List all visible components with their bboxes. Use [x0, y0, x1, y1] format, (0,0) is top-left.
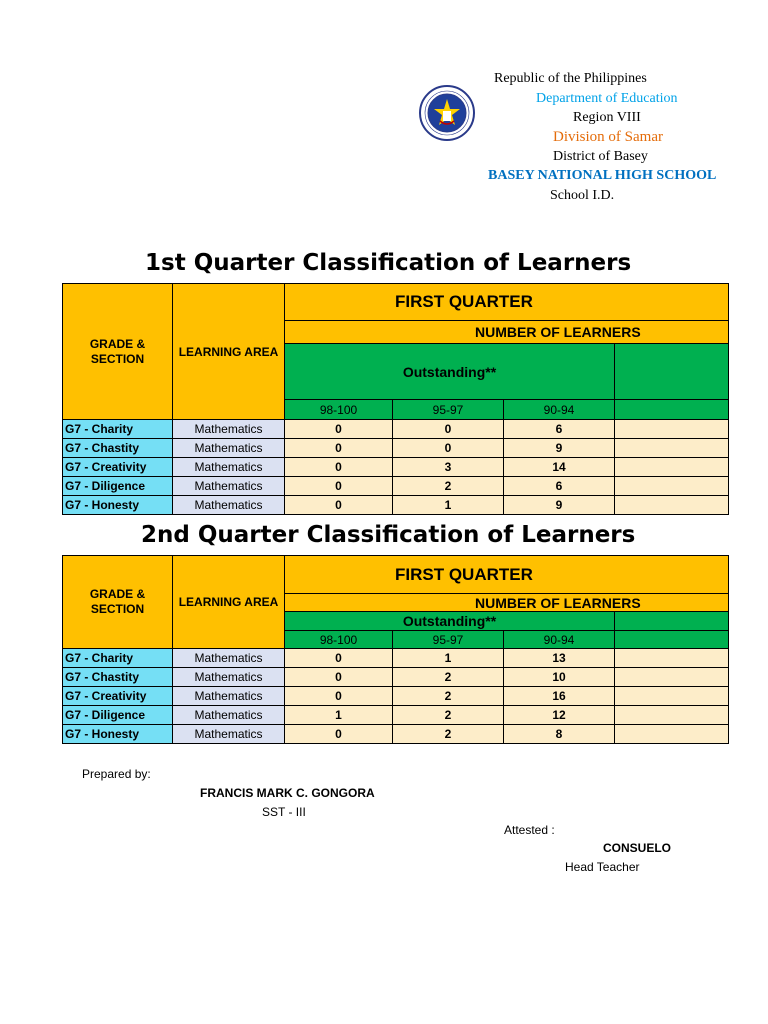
- count-cell: 9: [504, 439, 615, 458]
- learning-area-cell: Mathematics: [173, 439, 285, 458]
- count-cell: 0: [285, 687, 393, 706]
- section2-col-area: LEARNING AREA: [173, 556, 285, 649]
- school-id-line: School I.D.: [550, 188, 615, 203]
- section2-table-wrapper: [62, 555, 641, 744]
- count-cell-next: [615, 439, 729, 458]
- count-cell: 12: [504, 706, 615, 725]
- section1-category: Outstanding**: [285, 344, 615, 400]
- table-row: [63, 420, 729, 439]
- count-cell-next: [615, 725, 729, 744]
- count-cell: 0: [285, 458, 393, 477]
- section2-table: [62, 555, 729, 744]
- learning-area-cell: Mathematics: [173, 649, 285, 668]
- learning-area-cell: Mathematics: [173, 687, 285, 706]
- count-cell: 2: [393, 687, 504, 706]
- section-cell: G7 - Creativity: [63, 458, 173, 477]
- table-row: [63, 477, 729, 496]
- section2-subheader: NUMBER OF LEARNERS: [285, 594, 729, 612]
- count-cell: 2: [393, 477, 504, 496]
- table-row: [63, 649, 729, 668]
- section2-category-next: [615, 612, 729, 631]
- count-cell: 0: [393, 439, 504, 458]
- section-cell: G7 - Chastity: [63, 439, 173, 458]
- learning-area-cell: Mathematics: [173, 706, 285, 725]
- section2-title: 2nd Quarter Classification of Learners: [141, 522, 636, 548]
- section1-table: [62, 283, 729, 515]
- count-cell-next: [615, 668, 729, 687]
- section2-range-1: 98-100: [285, 631, 393, 649]
- section-cell: G7 - Honesty: [63, 496, 173, 515]
- count-cell: 0: [285, 496, 393, 515]
- section2-col-grade: GRADE & SECTION: [63, 556, 173, 649]
- division-line: Division of Samar: [553, 129, 663, 145]
- count-cell: 1: [285, 706, 393, 725]
- preparer-title: SST - III: [262, 805, 306, 819]
- section1-range-2: 95-97: [393, 400, 504, 420]
- section1-col-grade: GRADE & SECTION: [63, 284, 173, 420]
- count-cell-next: [615, 706, 729, 725]
- section1-title: 1st Quarter Classification of Learners: [145, 250, 632, 276]
- count-cell-next: [615, 420, 729, 439]
- count-cell: 13: [504, 649, 615, 668]
- preparer-name: FRANCIS MARK C. GONGORA: [200, 786, 375, 800]
- learning-area-cell: Mathematics: [173, 420, 285, 439]
- count-cell: 1: [393, 496, 504, 515]
- section1-range-1: 98-100: [285, 400, 393, 420]
- count-cell: 16: [504, 687, 615, 706]
- section2-banner: FIRST QUARTER: [285, 556, 729, 594]
- section-cell: G7 - Creativity: [63, 687, 173, 706]
- section-cell: G7 - Diligence: [63, 706, 173, 725]
- count-cell: 1: [393, 649, 504, 668]
- count-cell: 0: [285, 439, 393, 458]
- count-cell-next: [615, 458, 729, 477]
- section1-range-3: 90-94: [504, 400, 615, 420]
- section1-category-next: [615, 344, 729, 400]
- attested-label: Attested :: [504, 823, 555, 837]
- count-cell: 0: [285, 477, 393, 496]
- section1-banner: FIRST QUARTER: [285, 284, 729, 321]
- count-cell-next: [615, 477, 729, 496]
- count-cell: 8: [504, 725, 615, 744]
- section-cell: G7 - Charity: [63, 420, 173, 439]
- section2-range-next: [615, 631, 729, 649]
- section1-table-wrapper: [62, 283, 641, 515]
- section-cell: G7 - Honesty: [63, 725, 173, 744]
- count-cell: 0: [285, 649, 393, 668]
- table-row: [63, 668, 729, 687]
- section1-col-area: LEARNING AREA: [173, 284, 285, 420]
- section1-range-next: [615, 400, 729, 420]
- school-name-line: BASEY NATIONAL HIGH SCHOOL: [488, 168, 717, 183]
- section2-range-3: 90-94: [504, 631, 615, 649]
- count-cell: 9: [504, 496, 615, 515]
- department-line: Department of Education: [536, 91, 678, 106]
- section-cell: G7 - Charity: [63, 649, 173, 668]
- count-cell: 3: [393, 458, 504, 477]
- section-cell: G7 - Diligence: [63, 477, 173, 496]
- count-cell-next: [615, 496, 729, 515]
- count-cell: 0: [285, 668, 393, 687]
- prepared-by-label: Prepared by:: [82, 767, 151, 781]
- learning-area-cell: Mathematics: [173, 725, 285, 744]
- section2-category: Outstanding**: [285, 612, 615, 631]
- count-cell: 0: [285, 420, 393, 439]
- count-cell: 0: [393, 420, 504, 439]
- learning-area-cell: Mathematics: [173, 458, 285, 477]
- section2-range-2: 95-97: [393, 631, 504, 649]
- attester-name: CONSUELO: [603, 841, 672, 855]
- table-row: [63, 725, 729, 744]
- attester-title: Head Teacher: [565, 860, 640, 874]
- section1-subheader: NUMBER OF LEARNERS: [285, 321, 729, 344]
- learning-area-cell: Mathematics: [173, 668, 285, 687]
- count-cell: 2: [393, 668, 504, 687]
- district-line: District of Basey: [553, 149, 648, 164]
- learning-area-cell: Mathematics: [173, 477, 285, 496]
- table-row: [63, 687, 729, 706]
- table-row: [63, 458, 729, 477]
- region-line: Region VIII: [573, 110, 641, 125]
- table-row: [63, 706, 729, 725]
- count-cell: 6: [504, 420, 615, 439]
- table-row: [63, 439, 729, 458]
- count-cell-next: [615, 649, 729, 668]
- count-cell: 2: [393, 706, 504, 725]
- learning-area-cell: Mathematics: [173, 496, 285, 515]
- republic-line: Republic of the Philippines: [494, 71, 647, 86]
- count-cell: 0: [285, 725, 393, 744]
- count-cell: 6: [504, 477, 615, 496]
- count-cell: 2: [393, 725, 504, 744]
- table-row: [63, 496, 729, 515]
- count-cell-next: [615, 687, 729, 706]
- count-cell: 14: [504, 458, 615, 477]
- count-cell: 10: [504, 668, 615, 687]
- section-cell: G7 - Chastity: [63, 668, 173, 687]
